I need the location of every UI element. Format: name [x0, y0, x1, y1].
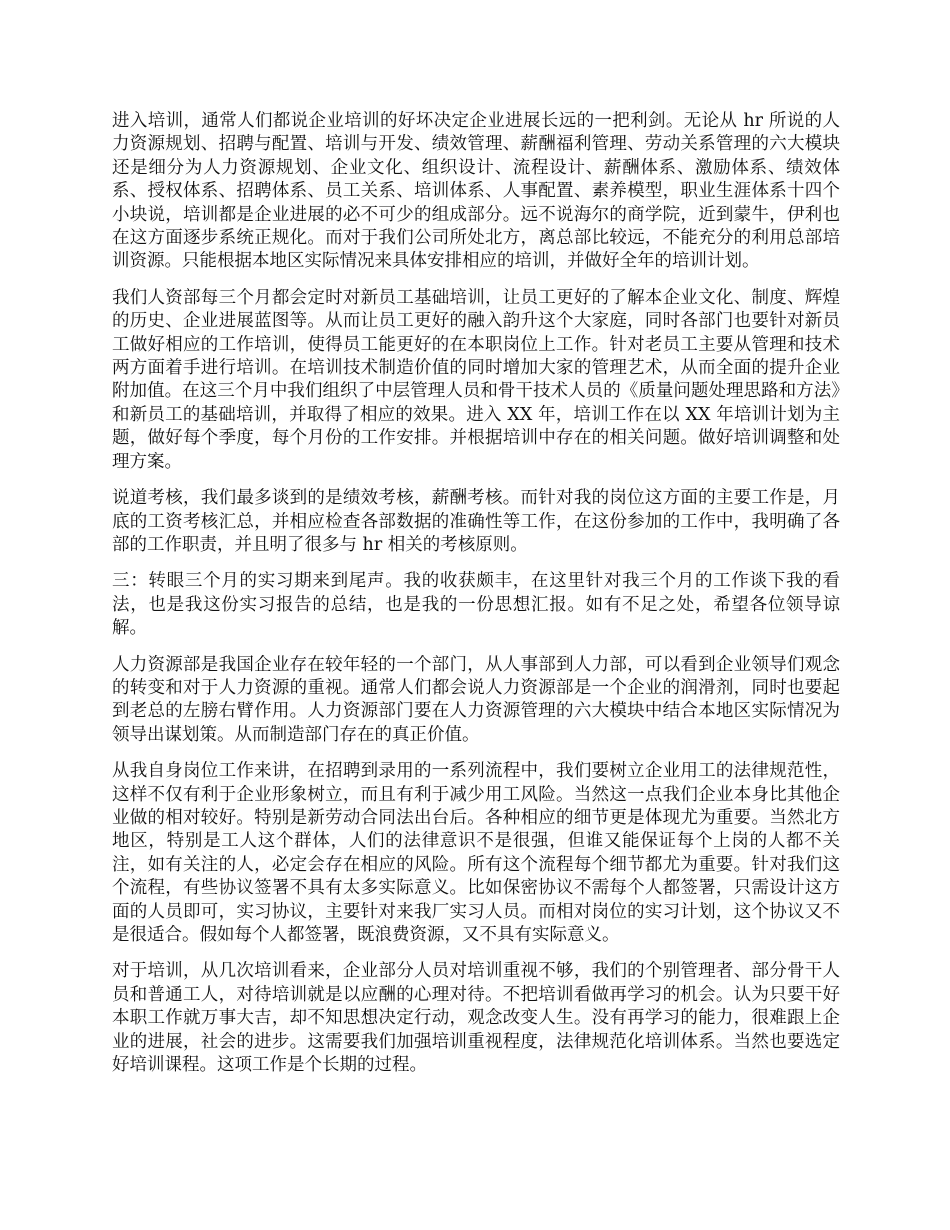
document-body — [112, 110, 840, 1090]
paragraph-hr-department: 人力资源部是我国企业存在较年轻的一个部门，从人事部到人力部，可以看到企业领导们观念的转变和对于人力资源的重视。通常人们都会说人力资源部是一个企业的润滑剂，同时也要起到老总的左膀右臂作用。人力资源部门要在人力资源管理的六大模块中结合本地区实际情况为领导出谋划策。从而制造部门存在的真正价值。 — [112, 654, 840, 745]
paragraph-training-attitude: 对于培训，从几次培训看来，企业部分人员对培训重视不够，我们的个别管理者、部分骨干人员和普通工人，对待培训就是以应酬的心理对待。不把培训看做再学习的机会。认为只要干好本职工作就万事大吉，却不知思想决定行动，观念改变人生。没有再学习的能力，很难跟上企业的进展，社会的进步。这需要我们加强培训重视程度，法律规范化培训体系。当然也要选定好培训课程。这项工作是个长期的过程。 — [112, 961, 840, 1076]
paragraph-new-employee-training: 我们人资部每三个月都会定时对新员工基础培训，让员工更好的了解本企业文化、制度、辉煌的历史、企业进展蓝图等。从而让员工更好的融入韵升这个大家庭，同时各部门也要针对新员工做好相应的工作培训，使得员工能更好的在本职岗位上工作。针对老员工主要从管理和技术两方面着手进行培训。在培训技术制造价值的同时增加大家的管理艺术，从而全面的提升企业附加值。在这三个月中我们组织了中层管理人员和骨干技术人员的《质量问题处理思路和方法》和新员工的基础培训，并取得了相应的效果。进入 XX 年，培训工作在以 XX 年培训计划为主题，做好每个季度，每个月份的工作安排。并根据培训中存在的相关问题。做好培训调整和处理方案。 — [112, 287, 840, 472]
paragraph-recruitment-process: 从我自身岗位工作来讲，在招聘到录用的一系列流程中，我们要树立企业用工的法律规范性，这样不仅有利于企业形象树立，而且有利于减少用工风险。当然这一点我们企业本身比其他企业做的相对较好。特别是新劳动合同法出台后。各种相应的细节更是体现尤为重要。当然北方地区，特别是工人这个群体，人们的法律意识不是很强，但谁又能保证每个上岗的人都不关注，如有关注的人，必定会存在相应的风险。所有这个流程每个细节都尤为重要。针对我们这个流程，有些协议签署不具有太多实际意义。比如保密协议不需每个人都签署，只需设计这方面的人员即可，实习协议，主要针对来我厂实习人员。而相对岗位的实习计划，这个协议又不是很适合。假如每个人都签署，既浪费资源，又不具有实际意义。 — [112, 761, 840, 945]
paragraph-training-intro: 进入培训，通常人们都说企业培训的好坏决定企业进展长远的一把利剑。无论从 hr 所说的人力资源规划、招聘与配置、培训与开发、绩效管理、薪酬福利管理、劳动关系管理的六大模块还是细分为人力资源规划、企业文化、组织设计、流程设计、薪酬体系、激励体系、绩效体系、授权体系、招聘体系、员工关系、培训体系、人事配置、素养模型，职业生涯体系十四个小块说，培训都是企业进展的必不可少的组成部分。远不说海尔的商学院，近到蒙牛，伊利也在这方面逐步系统正规化。而对于我们公司所处北方，离总部比较远，不能充分的利用总部培训资源。只能根据本地区实际情况来具体安排相应的培训，并做好全年的培训计划。 — [112, 111, 840, 272]
paragraph-internship-summary: 三：转眼三个月的实习期来到尾声。我的收获颇丰，在这里针对我三个月的工作谈下我的看法，也是我这份实习报告的总结，也是我的一份思想汇报。如有不足之处，希望各位领导谅解。 — [112, 571, 840, 639]
paragraph-assessment: 说道考核，我们最多谈到的是绩效考核，薪酬考核。而针对我的岗位这方面的主要工作是，月底的工资考核汇总，并相应检查各部数据的准确性等工作，在这份参加的工作中，我明确了各部的工作职责，并且明了很多与 hr 相关的考核原则。 — [112, 488, 840, 555]
